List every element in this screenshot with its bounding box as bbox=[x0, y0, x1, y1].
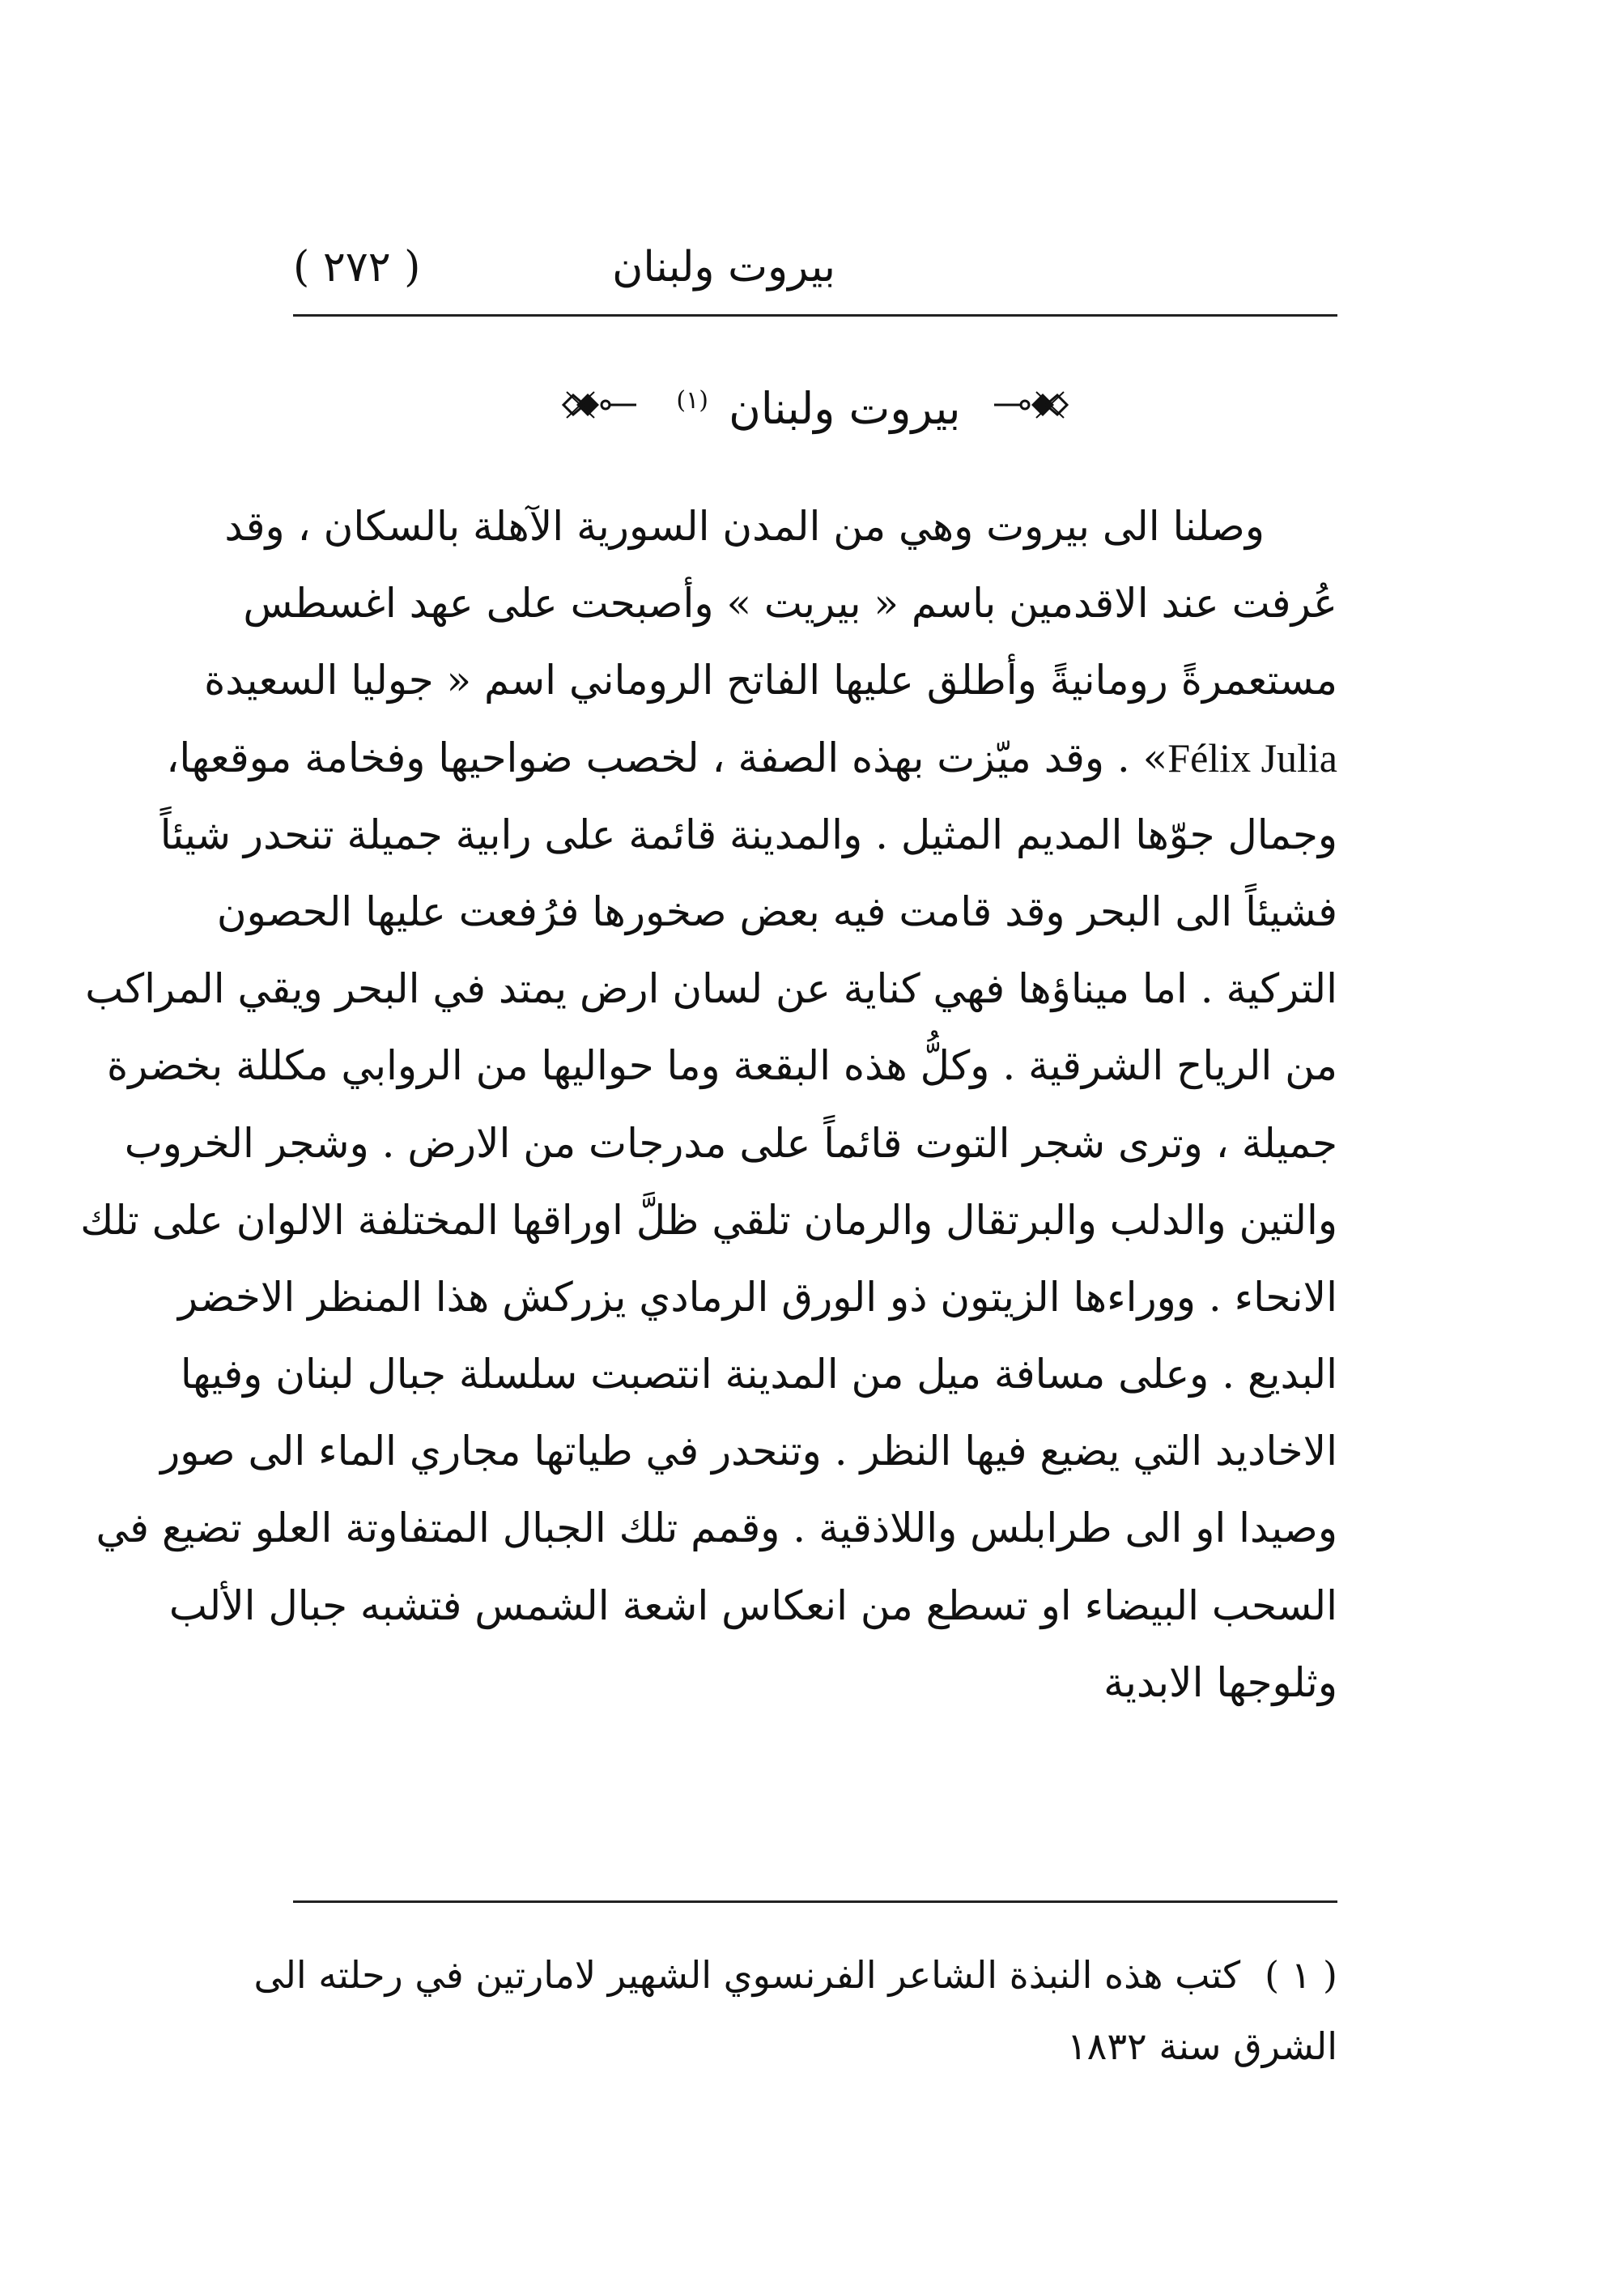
section-heading bbox=[293, 368, 1337, 433]
page-number: ( ٢٧٢ ) bbox=[293, 243, 421, 292]
body-line: جميلة ، وترى شجر التوت قائماً على مدرجات من الارض . وشجر الخروب bbox=[124, 1119, 1337, 1167]
footnote-divider bbox=[293, 1900, 1337, 1903]
body-line: السحب البيضاء او تسطع من انعكاس اشعة الشمس فتشبه جبال الألب bbox=[168, 1581, 1337, 1629]
body-line: وجمال جوّها المديم المثيل . والمدينة قائمة على رابية جميلة تنحدر شيئاً bbox=[159, 811, 1337, 858]
body-line: فشيئاً الى البحر وقد قامت فيه بعض صخورها فرُفعت عليها الحصون bbox=[216, 887, 1337, 935]
body-line: الانحاء . ووراءها الزيتون ذو الورق الرمادي يزركش هذا المنظر الاخضر bbox=[177, 1273, 1337, 1321]
footnote-text-1: كتب هذه النبذة الشاعر الفرنسوي الشهير لامارتين في رحلته الى bbox=[253, 1953, 1241, 1997]
body-line: وصلنا الى بيروت وهي من المدن السورية الآهلة بالسكان ، وقد bbox=[224, 503, 1265, 550]
footnote bbox=[253, 1939, 1337, 2082]
body-line: البديع . وعلى مسافة ميل من المدينة انتصبت سلسلة جبال لبنان وفيها bbox=[180, 1351, 1337, 1398]
body-line-with-latin bbox=[166, 720, 1337, 797]
footnote-marker: ( ١ ) bbox=[1265, 1953, 1337, 1997]
flourish-left-icon bbox=[560, 387, 641, 423]
body-line: التركية . اما ميناؤها فهي كناية عن لسان ارض يمتد في البحر ويقي المراكب bbox=[85, 965, 1337, 1013]
body-text bbox=[80, 488, 1337, 1722]
body-line: من الرياح الشرقية . وكلُّ هذه البقعة وما حواليها من الروابي مكللة بخضرة bbox=[107, 1042, 1337, 1090]
body-line: الاخاديد التي يضيع فيها النظر . وتنحدر في طياتها مجاري الماء الى صور bbox=[160, 1428, 1337, 1475]
running-header-title: بيروت ولبنان bbox=[612, 243, 835, 292]
body-line-rest: » . وقد ميّزت بهذه الصفة ، لخصب ضواحيها وفخامة موقعها، bbox=[166, 734, 1168, 781]
latin-phrase: Félix Julia bbox=[1167, 734, 1337, 781]
footnote-line bbox=[253, 1939, 1337, 2011]
body-line: مستعمرةً رومانيةً وأطلق عليها الفاتح الروماني اسم « جوليا السعيدة bbox=[204, 657, 1337, 704]
body-line: وصيدا او الى طرابلس واللاذقية . وقمم تلك الجبال المتفاوتة العلو تضيع في bbox=[96, 1505, 1337, 1552]
section-footnote-marker[interactable]: (١) bbox=[676, 386, 708, 415]
body-line: والتين والدلب والبرتقال والرمان تلقي ظلَّ اوراقها المختلفة الالوان على تلك bbox=[80, 1196, 1337, 1244]
section-title-text: بيروت ولبنان bbox=[729, 383, 961, 434]
footnote-line: الشرق سنة ١٨٣٢ bbox=[1066, 2024, 1337, 2068]
section-title bbox=[670, 368, 960, 441]
running-header bbox=[293, 239, 1337, 296]
body-line: وثلوجها الابدية bbox=[1103, 1658, 1337, 1706]
body-line: عُرفت عند الاقدمين باسم « بيريت » وأصبحت على عهد اغسطس bbox=[243, 580, 1337, 628]
flourish-right-icon bbox=[989, 387, 1070, 423]
header-divider bbox=[293, 314, 1337, 317]
